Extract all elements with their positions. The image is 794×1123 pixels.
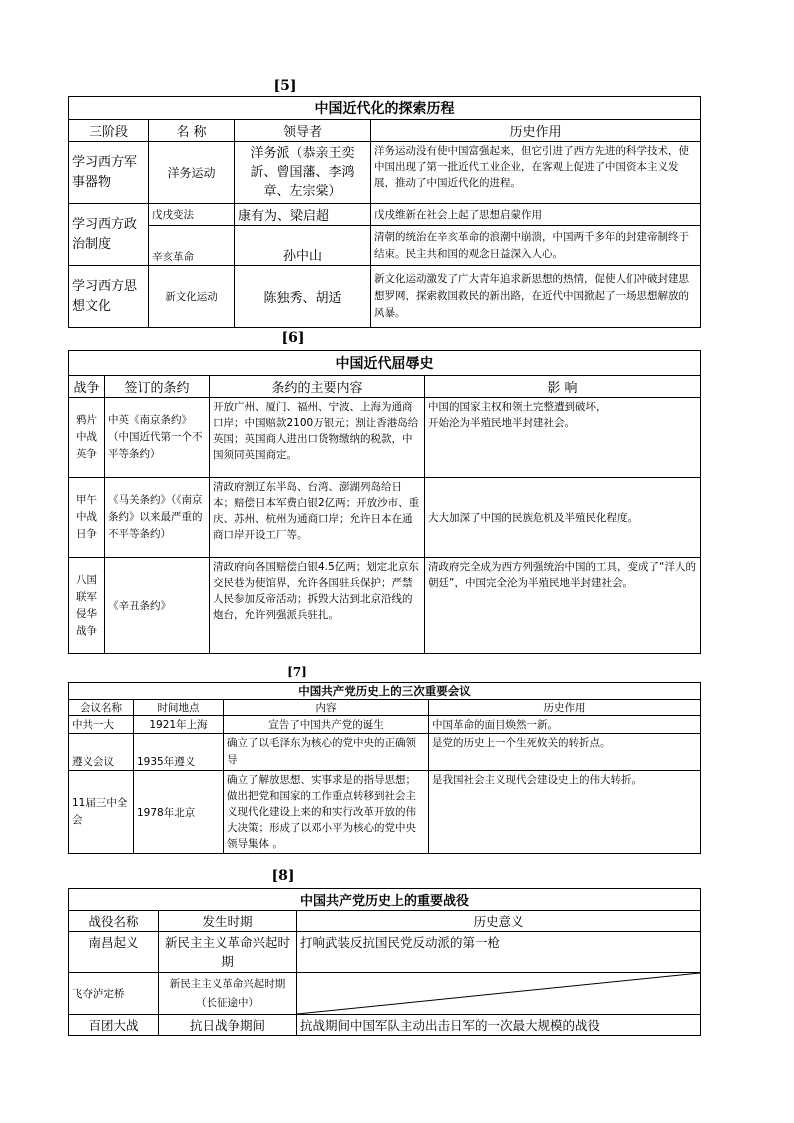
table-title: 中国共产党历史上的重要战役: [69, 889, 701, 911]
column-header: 领导者: [235, 120, 371, 142]
column-header: 历史作用: [429, 700, 701, 716]
column-header: 名 称: [149, 120, 235, 142]
column-header: 历史作用: [371, 120, 701, 142]
column-header: 三阶段: [69, 120, 149, 142]
battle-effect-cell: 打响武装反抗国民党反动派的第一枪: [297, 932, 701, 973]
battle-time-cell: 新民主主义革命兴起时期（长征途中）: [159, 973, 297, 1015]
war-cell: 甲午中战日争: [69, 478, 105, 558]
treaty-cell: 《辛丑条约》: [105, 558, 210, 654]
war-cell: 八国联军侵华战争: [69, 558, 105, 654]
battle-name-cell: 百团大战: [69, 1015, 159, 1036]
meeting-effect-cell: 是我国社会主义现代会建设史上的伟大转折。: [429, 771, 701, 854]
leader-cell: 孙中山: [235, 226, 371, 266]
effect-cell: 新文化运动激发了广大青年追求新思想的热情，促使人们冲破封建思想罗网，探索救国救民的新出路，在近代中国掀起了一场思想解放的风暴。: [371, 266, 701, 328]
battles-table: [68, 888, 701, 1036]
meeting-name-cell: 中共一大: [69, 716, 134, 734]
meeting-time-cell: 1921年上海: [134, 716, 224, 734]
effect-cell: 清政府完全成为西方列强统治中国的工具，变成了“洋人的朝廷”，中国完全沦为半殖民地半封建社会。: [425, 558, 701, 654]
effect-cell: 清朝的统治在辛亥革命的浪潮中崩溃，中国两千多年的封建帝制终于结束。民主共和国的观念日益深入人心。: [371, 226, 701, 266]
meeting-time-cell: 1978年北京: [134, 771, 224, 854]
table-title: 中国共产党历史上的三次重要会议: [69, 683, 701, 700]
table-title: 中国近代屈辱史: [69, 351, 701, 376]
effect-cell: 中国的国家主权和领土完整遭到破坏，开始沦为半殖民地半封建社会。: [425, 398, 701, 478]
section-number: [5]: [273, 78, 297, 94]
meeting-effect-cell: 是党的历史上一个生死攸关的转折点。: [429, 734, 701, 771]
battle-effect-cell: 抗战期间中国军队主动出击日军的一次最大规模的战役: [297, 1015, 701, 1036]
name-cell: 洋务运动: [149, 142, 235, 204]
column-header: 历史意义: [297, 911, 701, 932]
diagonal-line: [297, 973, 700, 1014]
content-cell: 开放广州、厦门、福州、宁波、上海为通商口岸；中国赔款2100万银元；割让香港岛给英国；英国商人进出口货物缴纳的税款，中国须同英国商定。: [210, 398, 425, 478]
column-header: 影 响: [425, 376, 701, 398]
effect-cell: 大大加深了中国的民族危机及半殖民化程度。: [425, 478, 701, 558]
modernization-table: [68, 96, 701, 328]
name-cell: 戊戌变法: [149, 204, 235, 226]
section-number: [8]: [271, 868, 295, 884]
treaty-cell: 中英《南京条约》（中国近代第一个不平等条约）: [105, 398, 210, 478]
stage-cell: 学习西方军事器物: [69, 142, 149, 204]
content-cell: 清政府向各国赔偿白银4.5亿两；划定北京东交民巷为使馆界，允许各国驻兵保护；严禁人民参加反帝活动；拆毁大沽到北京沿线的炮台，允许列强派兵驻扎。: [210, 558, 425, 654]
war-cell: 鸦片中战英争: [69, 398, 105, 478]
name-cell: 辛亥革命: [149, 226, 235, 266]
column-header: 内容: [224, 700, 429, 716]
treaty-cell: 《马关条约》（《南京条约》以来最严重的不平等条约）: [105, 478, 210, 558]
meeting-content-cell: 确立了解放思想、实事求是的指导思想；做出把党和国家的工作重点转移到社会主义现代化建设上来的和实行改革开放的伟大决策；形成了以邓小平为核心的党中央领导集体 。: [224, 771, 429, 854]
battle-time-cell: 新民主主义革命兴起时期: [159, 932, 297, 973]
meeting-content-cell: 确立了以毛泽东为核心的党中央的正确领导: [224, 734, 429, 771]
empty-diagonal-cell: [297, 973, 701, 1015]
battle-time-cell: 抗日战争期间: [159, 1015, 297, 1036]
column-header: 战争: [69, 376, 105, 398]
table-title: 中国近代化的探索历程: [69, 97, 701, 120]
leader-cell: 陈独秀、胡适: [235, 266, 371, 328]
column-header: 条约的主要内容: [210, 376, 425, 398]
battle-name-cell: 飞夺泸定桥: [69, 973, 159, 1015]
section-number: [6]: [281, 330, 305, 346]
effect-cell: 戊戌维新在社会上起了思想启蒙作用: [371, 204, 701, 226]
column-header: 发生时期: [159, 911, 297, 932]
column-header: 战役名称: [69, 911, 159, 932]
meeting-name-cell: 遵义会议: [69, 734, 134, 771]
column-header: 签订的条约: [105, 376, 210, 398]
meeting-time-cell: 1935年遵义: [134, 734, 224, 771]
humiliation-table: [68, 350, 701, 654]
section-number: [7]: [287, 665, 307, 679]
battle-name-cell: 南昌起义: [69, 932, 159, 973]
column-header: 会议名称: [69, 700, 134, 716]
effect-cell: 洋务运动没有使中国富强起来，但它引进了西方先进的科学技术，使中国出现了第一批近代工业企业，在客观上促进了中国资本主义发展，推动了中国近代化的进程。: [371, 142, 701, 204]
meetings-table: [68, 682, 701, 854]
leader-cell: 康有为、梁启超: [235, 204, 371, 226]
column-header: 时间地点: [134, 700, 224, 716]
stage-cell: 学习西方思想文化: [69, 266, 149, 328]
meeting-content-cell: 宣告了中国共产党的诞生: [224, 716, 429, 734]
meeting-effect-cell: 中国革命的面目焕然一新。: [429, 716, 701, 734]
leader-cell: 洋务派（恭亲王奕訢、曾国藩、李鸿章、左宗棠）: [235, 142, 371, 204]
meeting-name-cell: 11届三中全会: [69, 771, 134, 854]
content-cell: 清政府割辽东半岛、台湾、澎湖列岛给日本；赔偿日本军费白银2亿两；开放沙市、重庆、苏州、杭州为通商口岸；允许日本在通商口岸开设工厂等。: [210, 478, 425, 558]
name-cell: 新文化运动: [149, 266, 235, 328]
stage-cell: 学习西方政治制度: [69, 204, 149, 266]
